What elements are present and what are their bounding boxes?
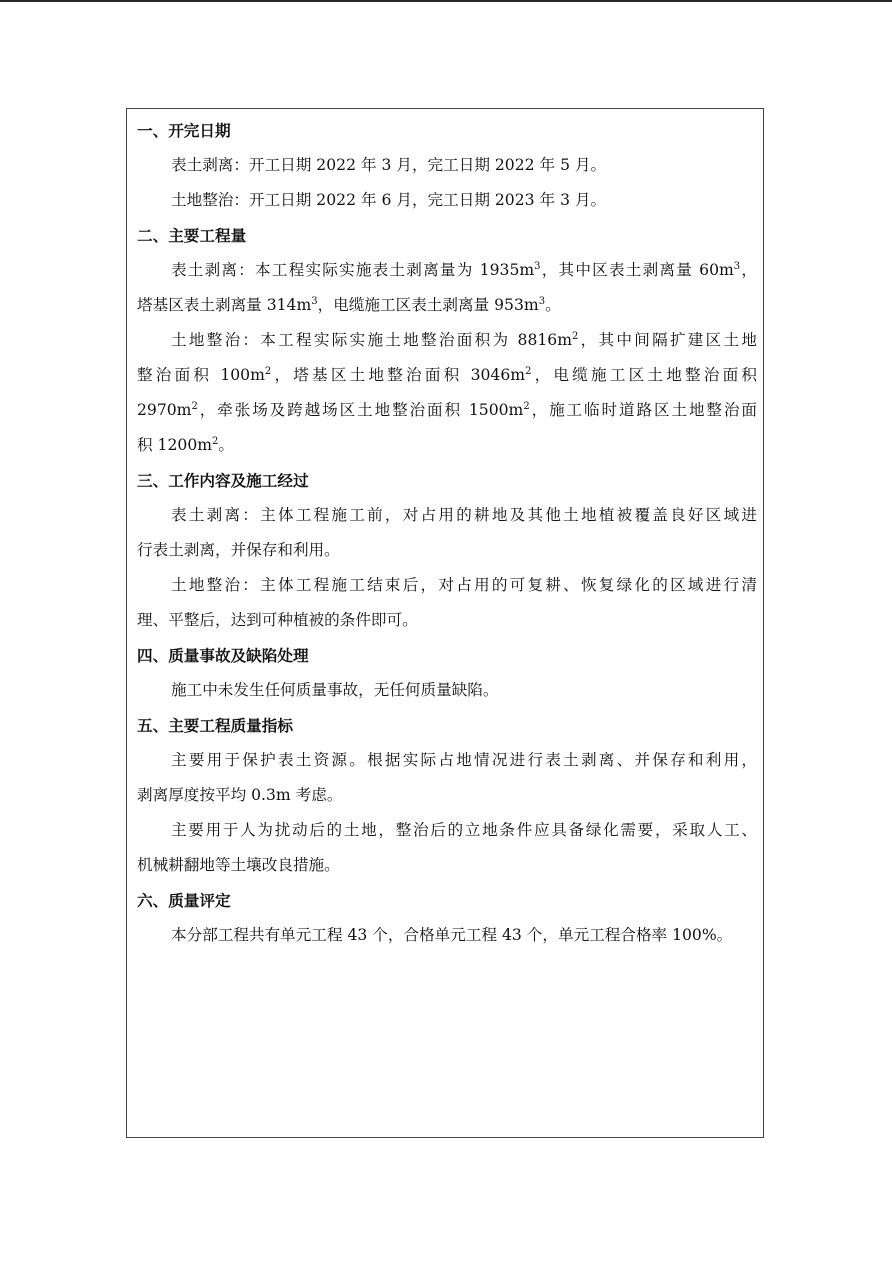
paragraph — [137, 673, 757, 708]
paragraph-line: 土地整治：开工日期 2022 年 6 月，完工日期 2023 年 3 月。 — [171, 191, 607, 209]
paragraph-line: 表土剥离：主体工程施工前，对占用的耕地及其他土地植被覆盖良好区域进 — [171, 506, 757, 524]
paragraph-line: 机械耕翻地等土壤改良措施。 — [137, 856, 340, 874]
paragraph — [137, 323, 757, 463]
paragraph — [137, 183, 757, 218]
section-heading: 四、质量事故及缺陷处理 — [137, 646, 309, 665]
paragraph-line: 塔基区表土剥离量 $314m^3$，电缆施工区表土剥离量 $953m^3$。 — [137, 296, 561, 314]
section-heading: 六、质量评定 — [137, 891, 231, 910]
paragraph-line: 行表土剥离，并保存和利用。 — [137, 541, 340, 559]
section-heading: 二、主要工程量 — [137, 226, 247, 245]
paragraph-line: 土地整治：本工程实际实施土地整治面积为 $8816m^2$，其中间隔扩建区土地 — [171, 331, 757, 349]
paragraph-line: 土地整治：主体工程施工结束后，对占用的可复耕、恢复绿化的区域进行清 — [171, 576, 757, 594]
paragraph — [137, 498, 757, 568]
paragraph-line: 主要用于保护表土资源。根据实际占地情况进行表土剥离、并保存和利用， — [171, 751, 757, 769]
paragraph-line: 主要用于人为扰动后的土地，整治后的立地条件应具备绿化需要，采取人工、 — [171, 821, 757, 839]
paragraph — [137, 148, 757, 183]
document-table-frame — [126, 108, 764, 1138]
section-heading: 五、主要工程质量指标 — [137, 716, 293, 735]
paragraph — [137, 253, 757, 323]
section-heading: 一、开完日期 — [137, 121, 231, 140]
paragraph-line: 施工中未发生任何质量事故，无任何质量缺陷。 — [171, 681, 499, 699]
page-top-border — [0, 0, 892, 2]
section-heading: 三、工作内容及施工经过 — [137, 471, 309, 490]
paragraph-line: 整治面积 $100m^2$，塔基区土地整治面积 $3046m^2$，电缆施工区土地整治面积 — [137, 366, 757, 384]
paragraph-line: 积 $1200m^2$。 — [137, 436, 235, 454]
paragraph-line: 本分部工程共有单元工程 43 个，合格单元工程 43 个，单元工程合格率 100%。 — [171, 926, 733, 944]
paragraph — [137, 568, 757, 638]
paragraph — [137, 743, 757, 813]
document-body — [137, 113, 757, 953]
paragraph — [137, 918, 757, 953]
paragraph-line: 表土剥离：本工程实际实施表土剥离量为 $1935m^3$，其中区表土剥离量 $60m^3$， — [171, 261, 757, 279]
paragraph-line: 理、平整后，达到可种植被的条件即可。 — [137, 611, 418, 629]
paragraph-line: 剥离厚度按平均 0.3m 考虑。 — [137, 786, 343, 804]
paragraph-line: 表土剥离：开工日期 2022 年 3 月，完工日期 2022 年 5 月。 — [171, 156, 607, 174]
paragraph-line: $2970m^2$，牵张场及跨越场区土地整治面积 $1500m^2$，施工临时道路区土地整治面 — [137, 401, 757, 419]
paragraph — [137, 813, 757, 883]
